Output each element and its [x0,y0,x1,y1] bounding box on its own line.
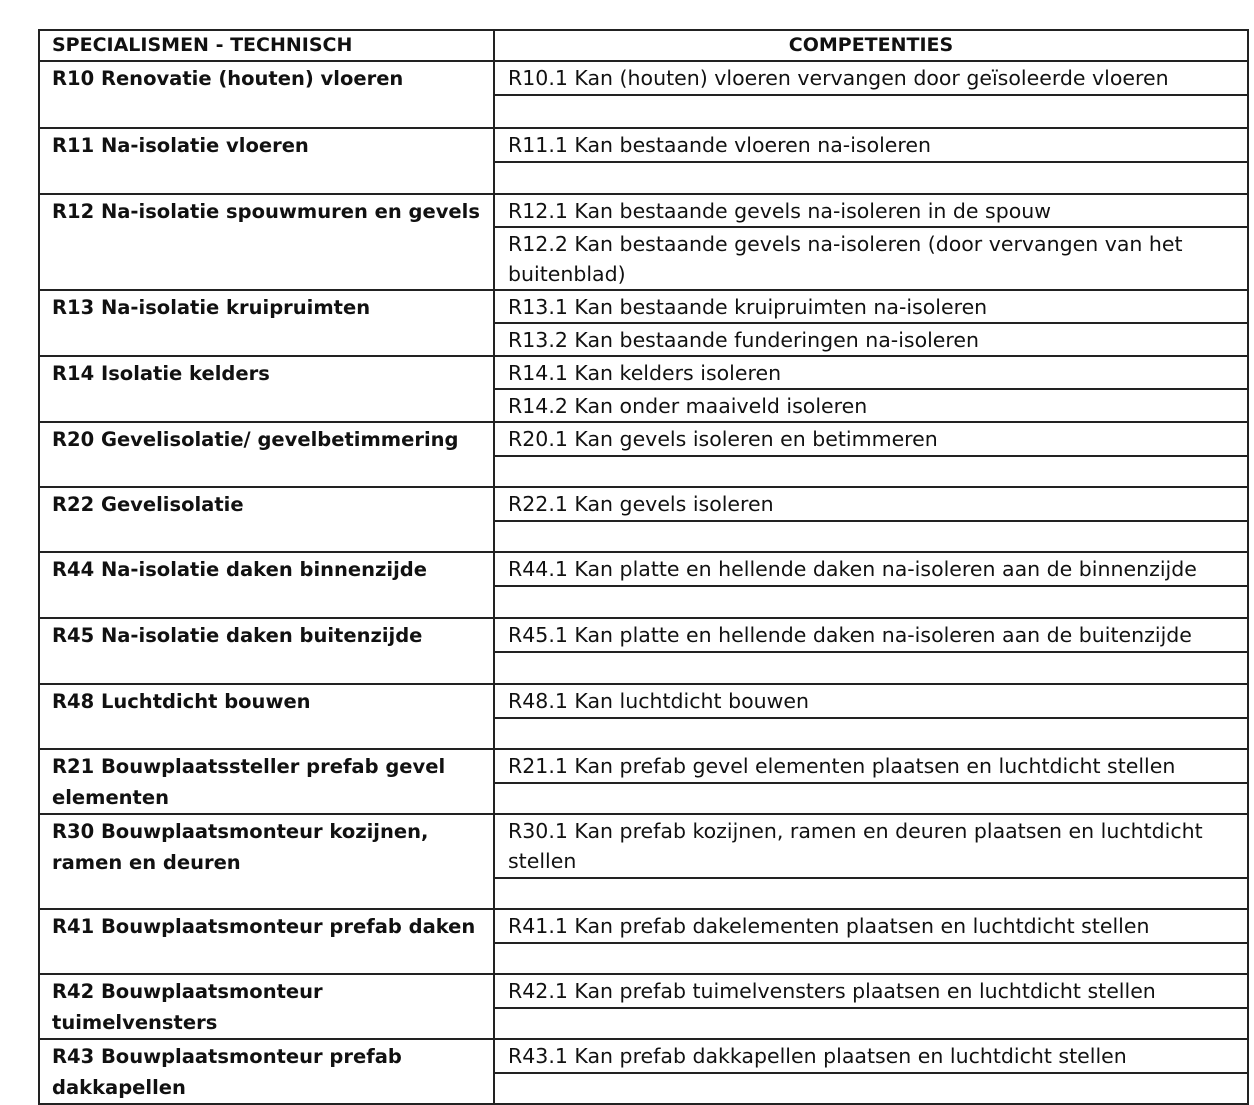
table-row [39,356,1248,389]
table-row [39,909,1248,943]
specialism-cell: R20 Gevelisolatie/ gevelbetimmering [39,422,494,487]
competency-cell: R13.2 Kan bestaande funderingen na-isoleren [494,323,1248,356]
competency-cell [494,162,1248,194]
specialism-cell: R48 Luchtdicht bouwen [39,684,494,749]
competency-table-container [38,29,1247,1105]
competency-cell: R14.1 Kan kelders isoleren [494,356,1248,389]
table-row [39,194,1248,227]
competency-cell: R42.1 Kan prefab tuimelvensters plaatsen en luchtdicht stellen [494,974,1248,1008]
competency-cell: R12.1 Kan bestaande gevels na-isoleren in de spouw [494,194,1248,227]
competency-cell: R12.2 Kan bestaande gevels na-isoleren (door vervangen van het buitenblad) [494,227,1248,290]
competency-cell: R43.1 Kan prefab dakkapellen plaatsen en luchtdicht stellen [494,1039,1248,1073]
specialism-cell: R41 Bouwplaatsmonteur prefab daken [39,909,494,974]
competency-cell [494,586,1248,618]
competency-cell [494,943,1248,974]
competency-cell [494,878,1248,909]
specialism-cell: R13 Na-isolatie kruipruimten [39,290,494,356]
competency-cell: R41.1 Kan prefab dakelementen plaatsen en luchtdicht stellen [494,909,1248,943]
table-row [39,749,1248,783]
specialism-cell: R10 Renovatie (houten) vloeren [39,61,494,128]
competency-cell: R48.1 Kan luchtdicht bouwen [494,684,1248,718]
specialism-cell: R12 Na-isolatie spouwmuren en gevels [39,194,494,290]
table-row [39,552,1248,586]
specialism-cell: R30 Bouwplaatsmonteur kozijnen, ramen en deuren [39,814,494,909]
table-row [39,684,1248,718]
competency-cell [494,95,1248,128]
competency-cell: R11.1 Kan bestaande vloeren na-isoleren [494,128,1248,162]
competency-table [38,29,1249,1105]
specialism-cell: R22 Gevelisolatie [39,487,494,552]
table-row [39,974,1248,1008]
header-specialisms: SPECIALISMEN - TECHNISCH [39,30,494,61]
competency-cell [494,1073,1248,1104]
table-row [39,814,1248,878]
competency-cell: R14.2 Kan onder maaiveld isoleren [494,389,1248,422]
table-row [39,290,1248,323]
competency-cell [494,1008,1248,1039]
header-competencies: COMPETENTIES [494,30,1248,61]
table-row [39,618,1248,652]
specialism-cell: R14 Isolatie kelders [39,356,494,422]
competency-cell: R21.1 Kan prefab gevel elementen plaatsen en luchtdicht stellen [494,749,1248,783]
competency-cell [494,521,1248,552]
competency-cell: R45.1 Kan platte en hellende daken na-isoleren aan de buitenzijde [494,618,1248,652]
specialism-cell: R42 Bouwplaatsmonteur tuimelvensters [39,974,494,1039]
table-row [39,422,1248,456]
specialism-cell: R21 Bouwplaatssteller prefab gevel elementen [39,749,494,814]
table-header-row [39,30,1248,61]
table-row [39,128,1248,162]
competency-cell: R44.1 Kan platte en hellende daken na-isoleren aan de binnenzijde [494,552,1248,586]
specialism-cell: R45 Na-isolatie daken buitenzijde [39,618,494,684]
competency-cell: R20.1 Kan gevels isoleren en betimmeren [494,422,1248,456]
table-row [39,1039,1248,1073]
competency-cell: R22.1 Kan gevels isoleren [494,487,1248,521]
competency-cell [494,783,1248,814]
table-row [39,61,1248,95]
specialism-cell: R43 Bouwplaatsmonteur prefab dakkapellen [39,1039,494,1104]
specialism-cell: R44 Na-isolatie daken binnenzijde [39,552,494,618]
competency-cell: R10.1 Kan (houten) vloeren vervangen door geïsoleerde vloeren [494,61,1248,95]
competency-cell [494,718,1248,749]
table-row [39,487,1248,521]
competency-cell [494,456,1248,487]
competency-cell: R13.1 Kan bestaande kruipruimten na-isoleren [494,290,1248,323]
specialism-cell: R11 Na-isolatie vloeren [39,128,494,194]
competency-cell: R30.1 Kan prefab kozijnen, ramen en deuren plaatsen en luchtdicht stellen [494,814,1248,878]
competency-cell [494,652,1248,684]
